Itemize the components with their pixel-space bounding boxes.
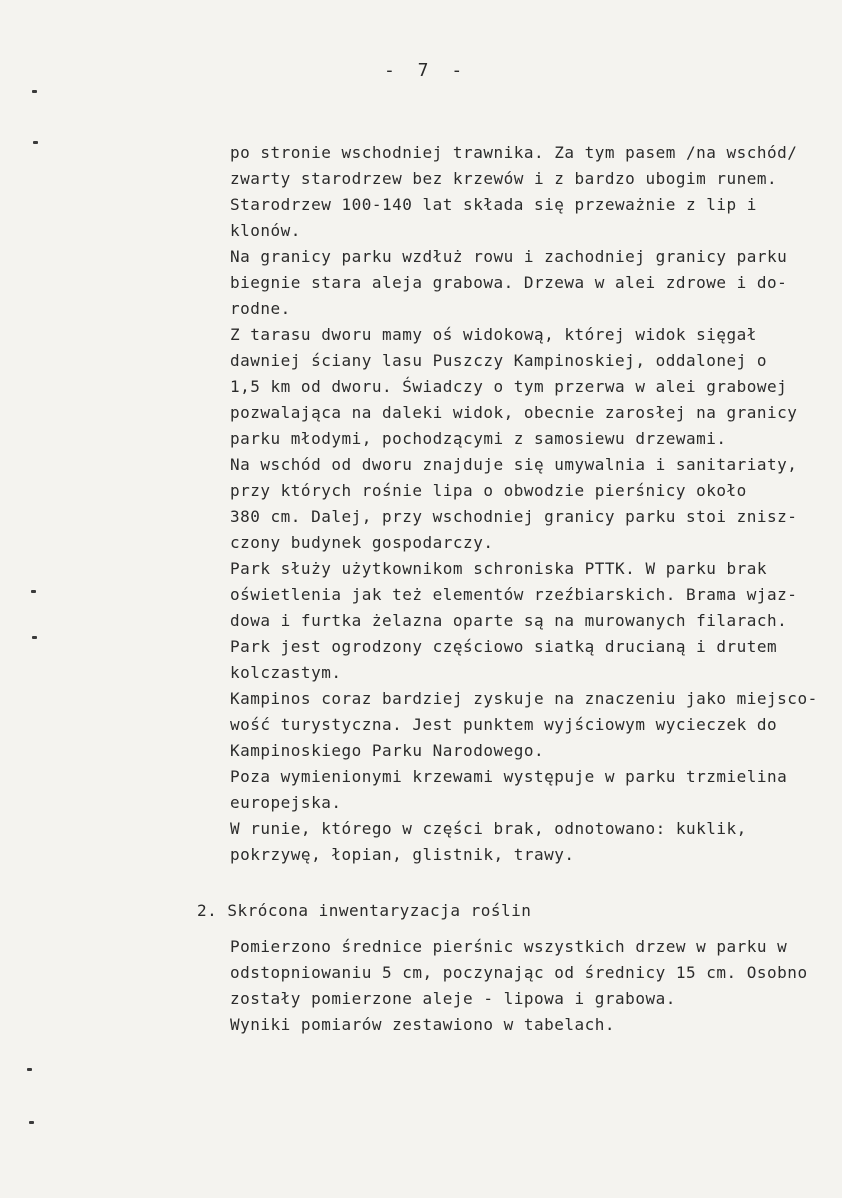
section-line: zostały pomierzone aleje - lipowa i grabowa. [230,989,676,1008]
section-heading: 2. Skrócona inwentaryzacja roślin [197,901,532,920]
margin-mark [27,1068,32,1071]
paragraph-line: klonów. [230,221,301,240]
paragraph-line: zwarty starodrzew bez krzewów i z bardzo ubogim runem. [230,169,778,188]
paragraph-line: Z tarasu dworu mamy oś widokową, której widok sięgał [230,325,757,344]
paragraph-line: czony budynek gospodarczy. [230,533,494,552]
page-number: - 7 - [384,60,469,81]
margin-mark [33,141,38,144]
paragraph-line: kolczastym. [230,663,342,682]
paragraph-line: przy których rośnie lipa o obwodzie pierśnicy około [230,481,747,500]
paragraph-line: wość turystyczna. Jest punktem wyjściowym wycieczek do [230,715,778,734]
paragraph-line: biegnie stara aleja grabowa. Drzewa w alei zdrowe i do- [230,273,788,292]
section-line: Wyniki pomiarów zestawiono w tabelach. [230,1015,616,1034]
paragraph-line: dawniej ściany lasu Puszczy Kampinoskiej, oddalonej o [230,351,768,370]
margin-mark [29,1121,34,1124]
section-line: odstopniowaniu 5 cm, poczynając od średnicy 15 cm. Osobno [230,963,808,982]
paragraph-line: Na granicy parku wzdłuż rowu i zachodniej granicy parku [230,247,788,266]
paragraph-line: oświetlenia jak też elementów rzeźbiarskich. Brama wjaz- [230,585,798,604]
paragraph-line: 1,5 km od dworu. Świadczy o tym przerwa w alei grabowej [230,377,788,396]
paragraph-line: pozwalająca na daleki widok, obecnie zarosłej na granicy [230,403,798,422]
paragraph-line: dowa i furtka żelazna oparte są na murowanych filarach. [230,611,788,630]
paragraph-line: pokrzywę, łopian, glistnik, trawy. [230,845,575,864]
paragraph-line: Park jest ogrodzony częściowo siatką drucianą i drutem [230,637,778,656]
paragraph-line: Kampinos coraz bardziej zyskuje na znaczeniu jako miejsco- [230,689,818,708]
paragraph-line: Park służy użytkownikom schroniska PTTK. W parku brak [230,559,768,578]
paragraph-line: Starodrzew 100-140 lat składa się przeważnie z lip i [230,195,757,214]
paragraph-line: po stronie wschodniej trawnika. Za tym pasem /na wschód/ [230,143,798,162]
margin-mark [32,636,37,639]
margin-mark [32,90,37,93]
paragraph-line: rodne. [230,299,291,318]
paragraph-line: parku młodymi, pochodzącymi z samosiewu drzewami. [230,429,727,448]
paragraph-line: Poza wymienionymi krzewami występuje w parku trzmielina [230,767,788,786]
paragraph-line: Kampinoskiego Parku Narodowego. [230,741,545,760]
section-line: Pomierzono średnice pierśnic wszystkich drzew w parku w [230,937,788,956]
paragraph-line: Na wschód od dworu znajduje się umywalnia i sanitariaty, [230,455,798,474]
paragraph-line: 380 cm. Dalej, przy wschodniej granicy parku stoi znisz- [230,507,798,526]
paragraph-line: europejska. [230,793,342,812]
paragraph-line: W runie, którego w części brak, odnotowano: kuklik, [230,819,747,838]
margin-mark [31,590,36,593]
